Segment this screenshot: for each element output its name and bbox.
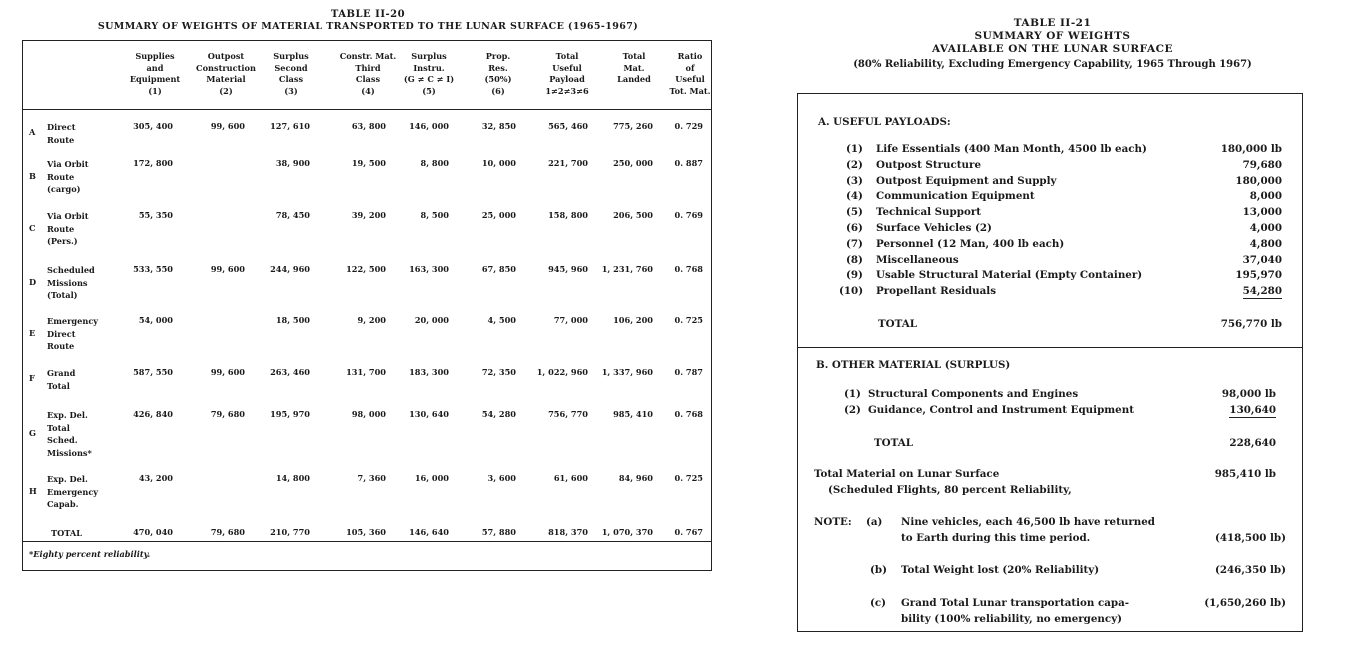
row-letter: E (29, 327, 36, 338)
table-cell: 0. 768 (674, 409, 703, 419)
column-header-line: Landed (617, 74, 651, 84)
item-text: Structural Components and Engines (868, 388, 1079, 400)
row-label-line: Direct (47, 122, 76, 132)
row-label-line: Emergency (47, 316, 99, 326)
total-material-value: 985,410 lb (1214, 468, 1276, 480)
column-header-line: Useful (675, 74, 705, 84)
row-label-line: Route (47, 223, 75, 234)
table-cell: 1, 337, 960 (601, 367, 653, 377)
table-cell: 105, 360 (346, 527, 386, 537)
table-cell: 54, 280 (481, 409, 516, 419)
table-21-title-line-1: SUMMARY OF WEIGHTS (974, 30, 1131, 42)
column-header-line: Mat. (623, 62, 645, 73)
table-cell: 14, 800 (275, 473, 310, 483)
table-cell: 20, 000 (414, 315, 449, 325)
column-header-line: Prop. (485, 51, 511, 61)
row-label (47, 158, 89, 196)
item-number: (2) (844, 404, 861, 416)
row-label-line: Via Orbit (47, 211, 89, 221)
note-a-line-1: Nine vehicles, each 46,500 lb have returned (901, 516, 1155, 528)
table-cell: 1, 022, 960 (536, 367, 588, 377)
table-cell: 54, 000 (138, 315, 173, 325)
column-header-line: Surplus (273, 51, 309, 61)
table-cell: 39, 200 (351, 210, 386, 220)
note-b-text: Total Weight lost (20% Reliability) (901, 564, 1100, 576)
column-header (251, 51, 331, 97)
column-header-line: Surplus (411, 51, 447, 61)
item-value: 13,000 (1242, 206, 1282, 219)
column-header-line: Equipment (129, 74, 181, 84)
row-label (47, 527, 82, 540)
row-letter: G (29, 427, 36, 438)
table-cell: 99, 600 (210, 264, 245, 274)
row-label-line: Missions* (47, 447, 92, 458)
row-letter: D (29, 276, 37, 287)
total-material-line-1: Total Material on Lunar Surface (814, 468, 1000, 480)
table-cell: 250, 000 (613, 158, 653, 168)
column-header-line: (1) (148, 85, 162, 96)
table-cell: 163, 300 (409, 264, 449, 274)
item-text: Outpost Structure (876, 158, 982, 171)
table-cell: 79, 680 (210, 409, 245, 419)
row-label (47, 409, 92, 459)
table-cell: 84, 960 (618, 473, 653, 483)
table-20-caption (22, 9, 714, 32)
table-cell: 7, 360 (357, 473, 386, 483)
table-20-header-divider (23, 109, 711, 110)
item-text: Guidance, Control and Instrument Equipment (868, 404, 1134, 416)
row-label (47, 367, 75, 392)
table-cell: 16, 000 (414, 473, 449, 483)
table-cell: 146, 640 (409, 527, 449, 537)
item-text: Life Essentials (400 Man Month, 4500 lb each) (876, 143, 1147, 155)
item-number: (3) (846, 174, 863, 187)
table-cell: 78, 450 (275, 210, 310, 220)
row-label-line: Scheduled (47, 265, 95, 275)
table-21-number: TABLE II-21 (1013, 17, 1092, 29)
table-cell: 0. 887 (674, 158, 703, 168)
table-cell: 10, 000 (481, 158, 516, 168)
table-cell: 195, 970 (270, 409, 310, 419)
column-header (115, 51, 195, 97)
table-21 (797, 93, 1303, 632)
note-c-letter: (c) (870, 597, 887, 609)
row-letter: F (29, 373, 35, 383)
column-header (389, 51, 469, 97)
column-header-line: Constr. Mat. (339, 51, 397, 61)
column-header-line: (6) (491, 85, 505, 96)
table-cell: 305, 400 (133, 121, 173, 131)
item-value: 4,000 (1249, 222, 1282, 234)
column-header-line: Material (206, 74, 246, 84)
table-cell: 210, 770 (270, 527, 310, 537)
column-header-line: Total (622, 51, 646, 61)
row-label-line: Exp. Del. (47, 474, 88, 484)
table-cell: 426, 840 (133, 409, 173, 419)
table-cell: 0. 768 (674, 264, 703, 274)
item-text: Usable Structural Material (Empty Container) (876, 269, 1143, 282)
item-value: 54,280 (1242, 285, 1282, 298)
table-cell: 18, 500 (275, 315, 310, 325)
row-label-line: Route (47, 171, 75, 182)
section-a-heading: A. USEFUL PAYLOADS: (818, 116, 951, 128)
column-header-line: Third (355, 62, 381, 73)
table-cell: 55, 350 (138, 210, 173, 220)
item-number: (4) (846, 190, 863, 203)
table-cell: 244, 960 (270, 264, 310, 274)
table-cell: 3, 600 (487, 473, 516, 483)
section-b-total-label: TOTAL (874, 437, 913, 449)
row-label-line: Grand (47, 368, 76, 378)
column-header-line: (5) (422, 85, 436, 96)
table-cell: 130, 640 (409, 409, 449, 419)
table-cell: 775, 260 (613, 121, 653, 131)
table-cell: 127, 610 (270, 121, 310, 131)
row-label-line: (Pers.) (47, 236, 78, 246)
table-cell: 122, 500 (346, 264, 386, 274)
item-value: 180,000 (1235, 174, 1282, 187)
column-header-line: 1≠2≠3≠6 (545, 85, 589, 96)
column-header (458, 51, 538, 97)
item-value: 8,000 (1249, 190, 1282, 203)
table-cell: 131, 700 (346, 367, 386, 377)
table-cell: 8, 800 (420, 158, 449, 168)
item-value: 130,640 (1229, 404, 1276, 416)
row-label-line: Total (47, 422, 70, 433)
table-cell: 4, 500 (487, 315, 516, 325)
table-cell: 985, 410 (613, 409, 653, 419)
column-header-line: (G ≠ C ≠ I) (403, 74, 455, 84)
row-letter: H (29, 485, 37, 496)
row-label-line: Route (47, 341, 75, 351)
item-number: (7) (846, 237, 863, 250)
row-label (47, 315, 98, 353)
item-number: (6) (846, 222, 863, 234)
note-c-line-2: bility (100% reliability, no emergency) (901, 613, 1123, 625)
column-header-line: (3) (284, 85, 298, 96)
table-cell: 72, 350 (481, 367, 516, 377)
table-21-subtitle: (80% Reliability, Excluding Emergency Capability, 1965 Through 1967) (853, 59, 1252, 70)
row-label-line: Total (47, 380, 70, 391)
note-a-letter: (a) (866, 516, 883, 528)
row-label (47, 473, 98, 511)
note-b-value: (246,350 lb) (1214, 564, 1286, 576)
table-cell: 25, 000 (481, 210, 516, 220)
item-value: 79,680 (1242, 158, 1282, 171)
column-header-line: Construction (196, 62, 256, 73)
item-number: (5) (846, 206, 863, 219)
table-cell: 0. 729 (674, 121, 703, 131)
note-c-value: (1,650,260 lb) (1204, 597, 1286, 609)
total-material-line-2: (Scheduled Flights, 80 percent Reliability, (828, 484, 1072, 496)
column-header-line: Payload (549, 74, 585, 84)
item-text: Surface Vehicles (2) (876, 222, 992, 234)
table-cell: 99, 600 (210, 121, 245, 131)
item-value: 37,040 (1242, 253, 1282, 266)
column-header-line: Tot. Mat. (669, 85, 711, 96)
note-b-letter: (b) (870, 564, 887, 576)
column-header-line: Res. (488, 62, 508, 73)
table-cell: 0. 767 (674, 527, 703, 537)
table-cell: 57, 880 (481, 527, 516, 537)
table-cell: 183, 300 (409, 367, 449, 377)
table-cell: 470, 040 (133, 527, 173, 537)
row-label-line: (Total) (47, 290, 78, 300)
item-text: Communication Equipment (876, 190, 1035, 203)
table-cell: 221, 700 (548, 158, 588, 168)
table-cell: 0. 787 (674, 367, 703, 377)
row-label-line: (cargo) (47, 184, 81, 194)
table-cell: 756, 770 (548, 409, 588, 419)
column-header-line: (4) (361, 85, 375, 96)
row-label-line: Direct (47, 328, 76, 339)
note-c-line-1: Grand Total Lunar transportation capa- (901, 597, 1130, 609)
item-text: Outpost Equipment and Supply (876, 174, 1057, 187)
item-value: 98,000 lb (1221, 388, 1276, 400)
table-cell: 19, 500 (351, 158, 386, 168)
table-cell: 172, 800 (133, 158, 173, 168)
table-cell: 565, 460 (548, 121, 588, 131)
row-label-line: Missions (47, 277, 88, 288)
table-cell: 98, 000 (351, 409, 386, 419)
row-letter: C (29, 222, 36, 233)
table-cell: 79, 680 (210, 527, 245, 537)
item-number: (2) (846, 158, 863, 171)
table-cell: 818, 370 (548, 527, 588, 537)
item-text: Propellant Residuals (876, 285, 996, 298)
column-header-line: (50%) (484, 74, 512, 84)
table-cell: 263, 460 (270, 367, 310, 377)
table-cell: 0. 725 (674, 473, 703, 483)
table-cell: 0. 725 (674, 315, 703, 325)
row-label-line: Emergency (47, 486, 99, 497)
section-a-total-value: 756,770 lb (1220, 318, 1282, 330)
table-cell: 106, 200 (613, 315, 653, 325)
table-cell: 206, 500 (613, 210, 653, 220)
table-21-caption (800, 17, 1305, 70)
row-label-line: Exp. Del. (47, 410, 88, 420)
table-20-title: SUMMARY OF WEIGHTS OF MATERIAL TRANSPORTED TO THE LUNAR SURFACE (1965-1967) (97, 21, 639, 32)
table-cell: 63, 800 (351, 121, 386, 131)
table-cell: 8, 500 (420, 210, 449, 220)
table-cell: 67, 850 (481, 264, 516, 274)
table-cell: 77, 000 (553, 315, 588, 325)
table-cell: 9, 200 (357, 315, 386, 325)
column-header (650, 51, 730, 97)
table-cell: 146, 000 (409, 121, 449, 131)
item-number: (1) (844, 388, 861, 400)
table-cell: 61, 600 (553, 473, 588, 483)
table-cell: 587, 550 (133, 367, 173, 377)
row-label-line: Sched. (47, 435, 78, 445)
column-header-line: Outpost (207, 51, 245, 61)
note-label: NOTE: (814, 516, 852, 528)
row-letter: A (29, 127, 36, 137)
note-a-value: (418,500 lb) (1214, 532, 1286, 544)
item-number: (1) (846, 143, 863, 155)
table-cell: 99, 600 (210, 367, 245, 377)
column-header-line: Total (555, 51, 579, 61)
row-label-line: Capab. (47, 499, 79, 509)
column-header-line: Instru. (413, 62, 445, 73)
row-label-line: Via Orbit (47, 159, 89, 169)
column-header-line: Class (355, 74, 381, 84)
row-label-line: TOTAL (51, 528, 82, 538)
column-header-line: Ratio (677, 51, 703, 61)
section-a-total-label: TOTAL (878, 318, 917, 330)
column-header-line: and (146, 62, 164, 73)
item-value: 4,800 (1249, 237, 1282, 250)
table-cell: 43, 200 (138, 473, 173, 483)
note-a-line-2: to Earth during this time period. (901, 532, 1091, 544)
row-label (47, 264, 95, 302)
table-cell: 1, 070, 370 (601, 527, 653, 537)
table-20-number: TABLE II-20 (330, 9, 406, 20)
table-20-footnote: *Eighty percent reliability. (29, 549, 151, 559)
table-cell: 158, 800 (548, 210, 588, 220)
column-header-line: Class (278, 74, 304, 84)
table-cell: 0. 769 (674, 210, 703, 220)
item-number: (9) (846, 269, 863, 282)
item-value: 180,000 lb (1220, 143, 1282, 155)
item-text: Technical Support (876, 206, 981, 219)
table-cell: 1, 231, 760 (601, 264, 653, 274)
row-label (47, 121, 76, 146)
section-b-heading: B. OTHER MATERIAL (SURPLUS) (816, 359, 1011, 371)
column-header-line: Useful (552, 62, 582, 73)
column-header-line: Supplies (135, 51, 175, 61)
table-cell: 32, 850 (481, 121, 516, 131)
table-cell: 533, 550 (133, 264, 173, 274)
table-cell: 945, 960 (548, 264, 588, 274)
row-letter: B (29, 170, 36, 181)
table-21-title-line-2: AVAILABLE ON THE LUNAR SURFACE (932, 43, 1173, 55)
row-label-line: Route (47, 134, 75, 145)
column-header-line: (2) (219, 85, 233, 96)
row-label (47, 210, 89, 248)
column-header-line: of (685, 62, 695, 73)
item-text: Personnel (12 Man, 400 lb each) (876, 237, 1065, 250)
item-number: (8) (846, 253, 863, 266)
table-cell: 38, 900 (275, 158, 310, 168)
section-divider (798, 347, 1302, 348)
table-20-footnote-divider (23, 541, 711, 542)
item-text: Miscellaneous (876, 253, 959, 266)
item-value: 195,970 (1235, 269, 1282, 282)
column-header-line: Second (274, 62, 308, 73)
section-b-total-value: 228,640 (1229, 437, 1276, 449)
item-number: (10) (839, 285, 864, 298)
table-20 (22, 40, 712, 571)
